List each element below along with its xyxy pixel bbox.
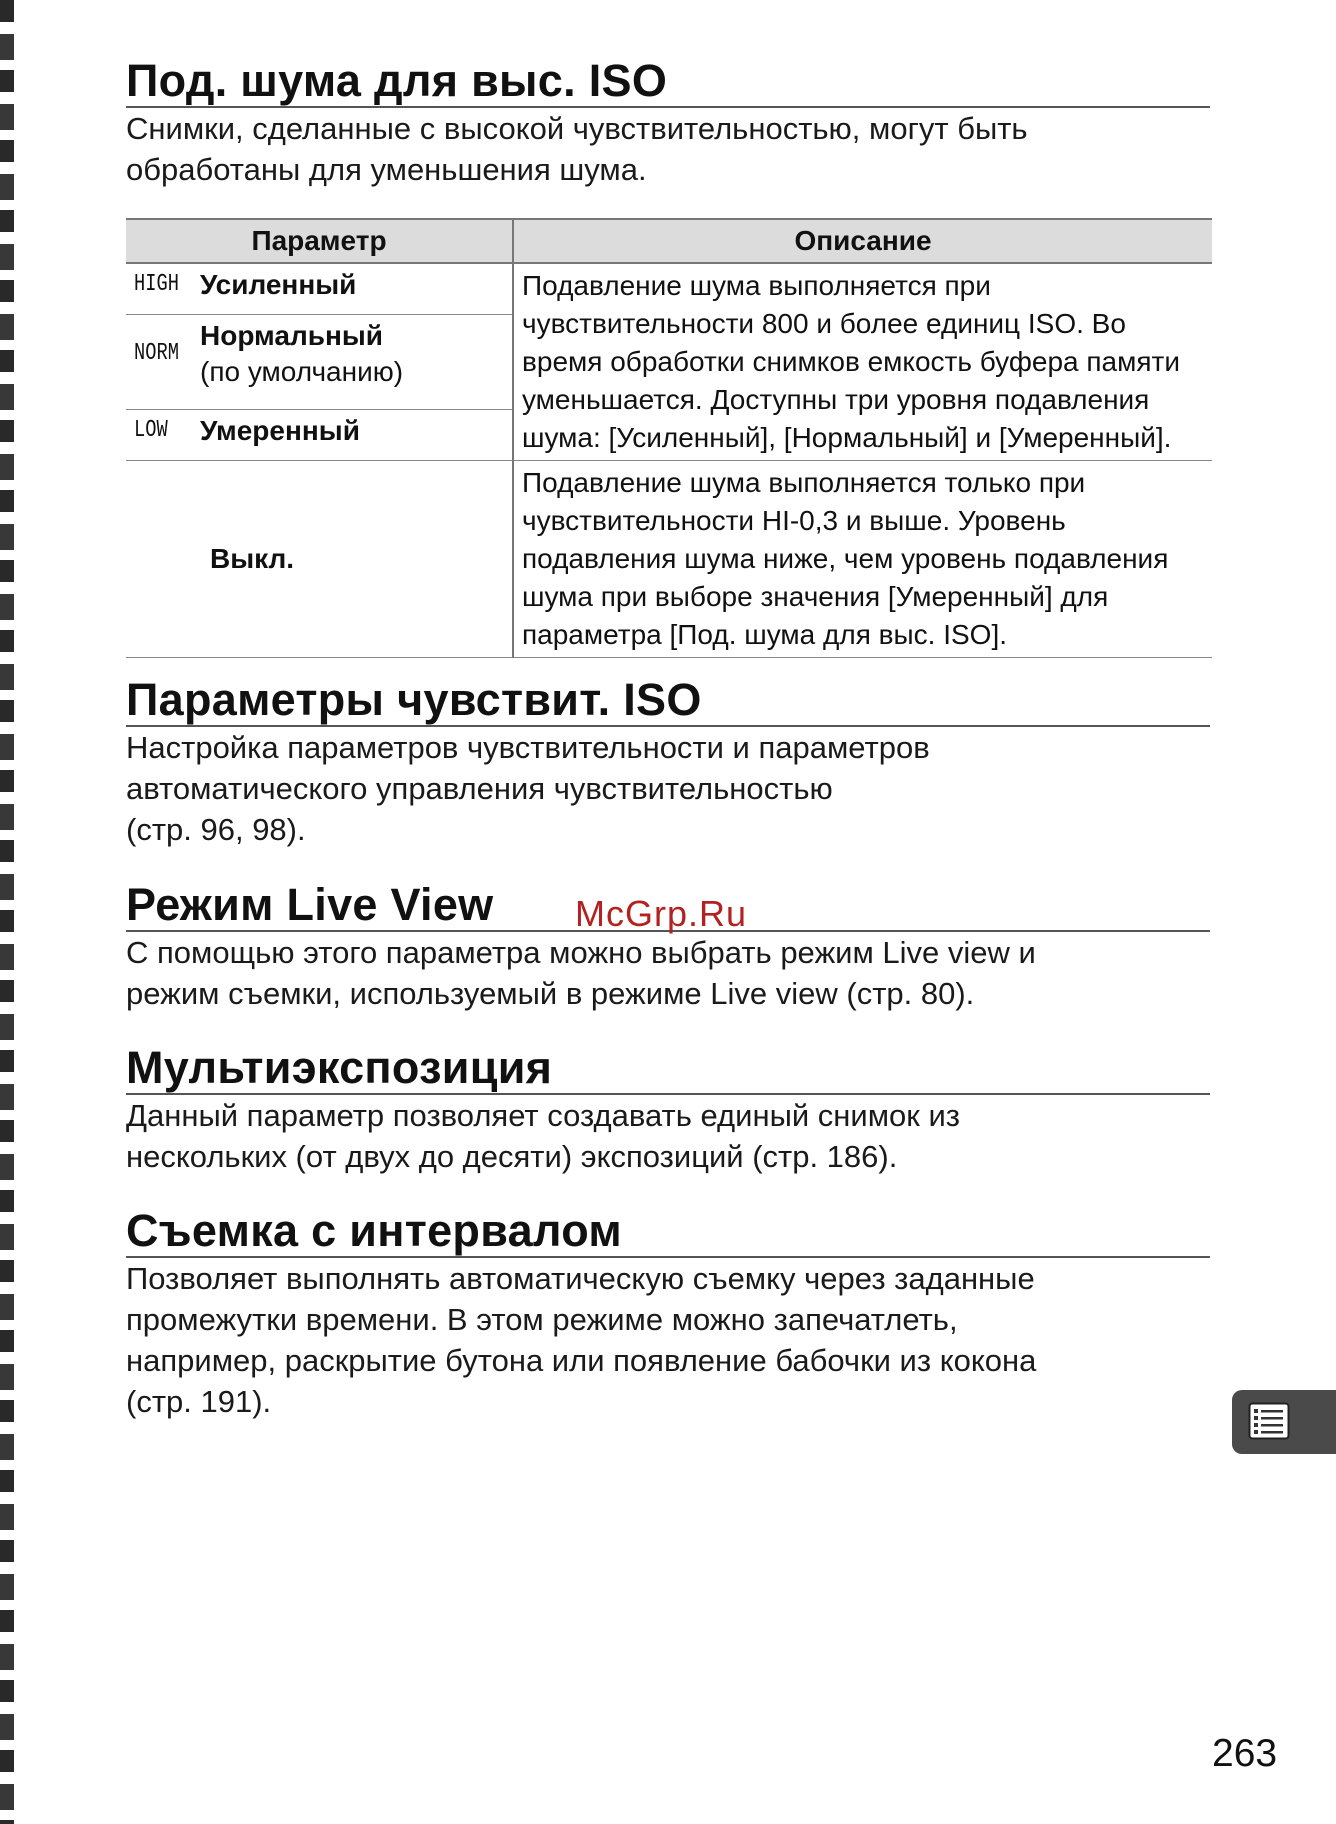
description-line: Подавление шума выполняется только при [522,467,1086,498]
section-line: например, раскрытие бутона или появление бабочки из кокона [126,1343,1037,1378]
section-line: Снимки, сделанные с высокой чувствительностью, могут быть [126,111,1028,146]
section-line: (стр. 96, 98). [126,812,306,847]
section-title: Параметры чувствит. ISO [126,674,702,725]
section-line: (стр. 191). [126,1384,272,1419]
param-cell [126,315,513,409]
param-cell [126,263,513,315]
table-row [126,461,1212,658]
description-line: шума: [Усиленный], [Нормальный] и [Умеренный]. [522,422,1172,453]
description-line: чувствительности 800 и более единиц ISO. Во [522,308,1126,339]
noise-reduction-table [126,218,1212,658]
description-line: параметра [Под. шума для выс. ISO]. [522,619,1007,650]
section-multi-exposure [126,1043,1210,1177]
section-line: Настройка параметров чувствительности и параметров [126,730,930,765]
section-line: нескольких (от двух до десяти) экспозиций (стр. 186). [126,1139,898,1174]
section-title: Режим Live View [126,879,494,930]
table-header-description: Описание [513,219,1212,263]
param-code: LOW [134,416,168,444]
description-line: Подавление шума выполняется при [522,270,991,301]
param-name: Усиленный [200,269,357,300]
param-cell [126,409,513,460]
section-interval-shooting [126,1206,1210,1422]
description-line: чувствительности HI-0,3 и выше. Уровень [522,505,1066,536]
section-title: Съемка с интервалом [126,1205,622,1256]
section-line: автоматического управления чувствительностью [126,771,833,806]
description-line: уменьшается. Доступны три уровня подавления [522,384,1150,415]
param-off-name: Выкл. [126,461,513,658]
table-header-row [126,219,1212,263]
table-row [126,263,1212,315]
param-code: NORM [134,340,179,368]
description-line: подавления шума ниже, чем уровень подавления [522,543,1169,574]
section-line: режим съемки, используемый в режиме Live view (стр. 80). [126,976,975,1011]
section-line: Данный параметр позволяет создавать единый снимок из [126,1098,960,1133]
section-line: обработаны для уменьшения шума. [126,152,647,187]
section-line: промежутки времени. В этом режиме можно запечатлеть, [126,1302,958,1337]
menu-list-icon [1248,1402,1290,1440]
description-line: шума при выборе значения [Умеренный] для [522,581,1109,612]
section-noise-reduction [126,56,1210,190]
shared-description-cell [513,263,1212,461]
scan-edge [0,0,14,1824]
menu-side-tab[interactable] [1232,1390,1336,1454]
section-line: С помощью этого параметра можно выбрать режим Live view и [126,935,1036,970]
section-title: Мультиэкспозиция [126,1042,553,1093]
section-line: Позволяет выполнять автоматическую съемку через заданные [126,1261,1035,1296]
watermark-text: McGrp.Ru [575,893,748,934]
param-name: Нормальный [200,320,384,352]
page-number: 263 [1212,1732,1278,1775]
section-title: Под. шума для выс. ISO [126,55,668,106]
section-iso-settings [126,675,1210,850]
off-description-cell [513,461,1212,658]
param-name: Умеренный [200,414,360,446]
description-line: время обработки снимков емкость буфера памяти [522,346,1180,377]
param-note: (по умолчанию) [200,356,404,388]
table-header-parameter: Параметр [126,219,513,263]
param-code: HIGH [134,271,179,298]
